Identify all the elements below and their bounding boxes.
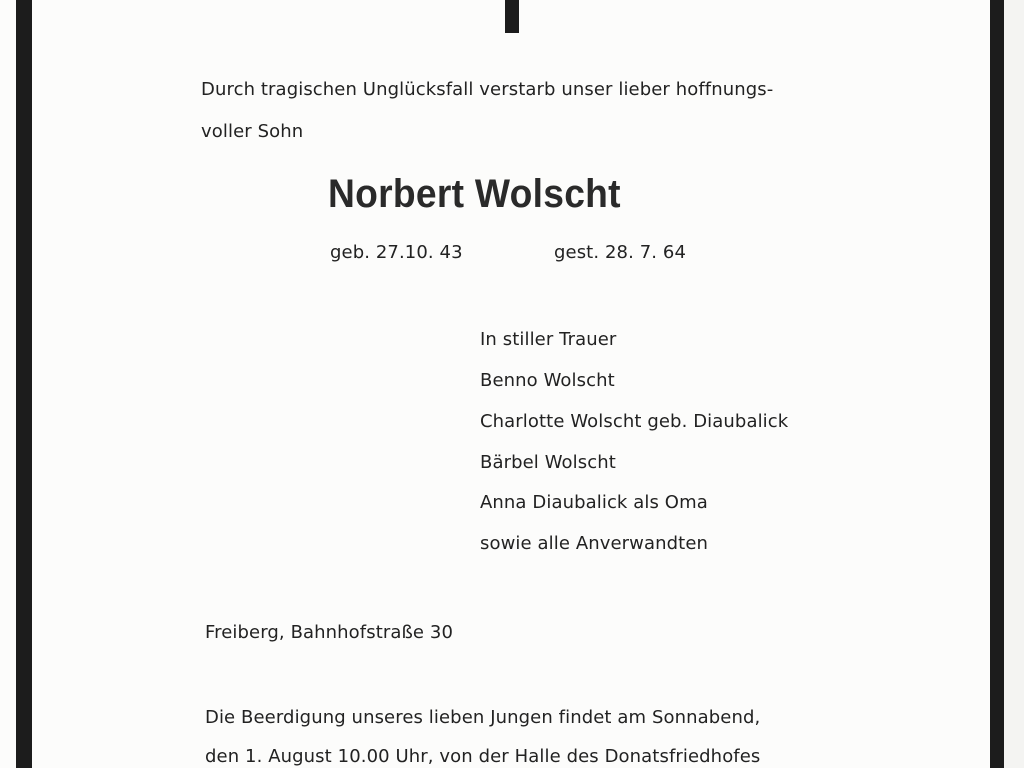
mourner-name: Charlotte Wolscht geb. Diaubalick: [480, 411, 789, 432]
cross-icon: [505, 0, 519, 33]
mourner-name: sowie alle Anverwandten: [480, 533, 709, 554]
birth-date: geb. 27.10. 43: [330, 242, 463, 263]
page-margin: [1004, 0, 1024, 768]
death-date: gest. 28. 7. 64: [554, 242, 687, 263]
intro-line-2: voller Sohn: [201, 121, 304, 142]
deceased-name: Norbert Wolscht: [328, 172, 621, 216]
mourning-border-right: [990, 0, 1004, 768]
address: Freiberg, Bahnhofstraße 30: [205, 622, 454, 643]
mourning-border-left: [16, 0, 32, 768]
funeral-line-2: den 1. August 10.00 Uhr, von der Halle des Donatsfriedhofes: [205, 746, 761, 767]
mourner-name: Bärbel Wolscht: [480, 452, 616, 473]
mourner-name: Benno Wolscht: [480, 370, 615, 391]
intro-line-1: Durch tragischen Unglücksfall verstarb unser lieber hoffnungs-: [201, 79, 774, 100]
mourner-name: Anna Diaubalick als Oma: [480, 492, 708, 513]
mourners-heading: In stiller Trauer: [480, 329, 617, 350]
funeral-line-1: Die Beerdigung unseres lieben Jungen findet am Sonnabend,: [205, 707, 761, 728]
